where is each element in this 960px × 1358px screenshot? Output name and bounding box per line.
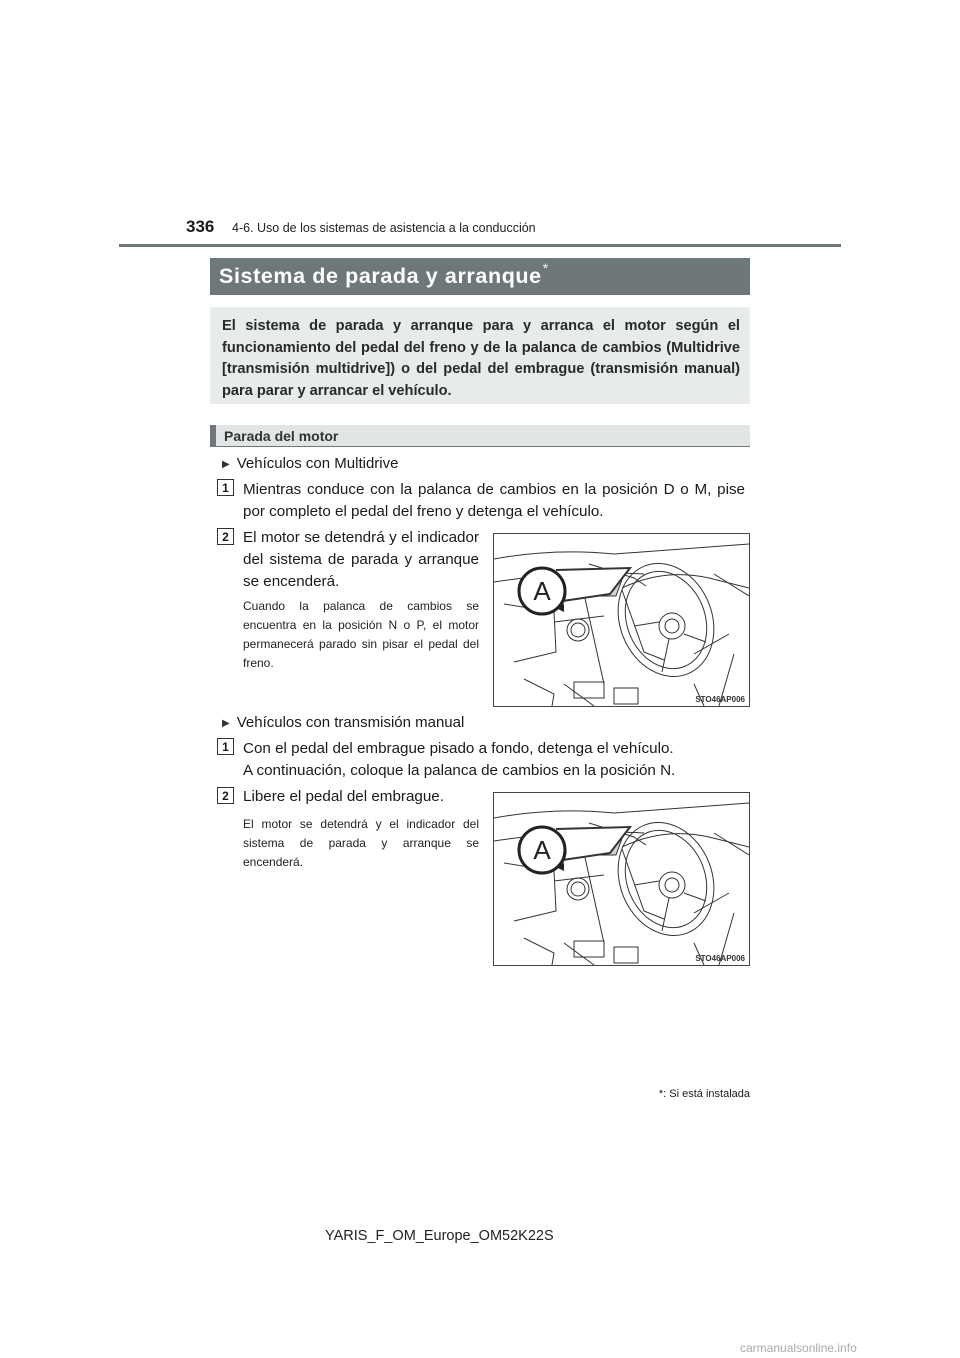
footnote — [620, 1088, 750, 1100]
triangle-bullet-icon: ▶ — [222, 459, 230, 470]
section-subheader: Parada del motor — [210, 425, 750, 447]
dashboard-illustration — [493, 792, 750, 966]
figure-code: STO46AP006 — [695, 695, 745, 704]
step-number-badge: 1 — [217, 738, 234, 755]
document-code: YARIS_F_OM_Europe_OM52K22S — [325, 1228, 554, 1244]
watermark: carmanualsonline.info — [740, 1341, 857, 1355]
step-number-badge: 2 — [217, 787, 234, 804]
footnote-text: : Si está instalada — [663, 1088, 750, 1100]
dashboard-drawing — [494, 534, 749, 706]
header-divider — [119, 244, 841, 247]
step-text: Mientras conduce con la palanca de cambios en la posición D o M, pise por completo el pedal del freno y detenga el vehículo. — [243, 481, 745, 520]
page-title — [210, 258, 750, 295]
bullet-multidrive — [222, 455, 398, 472]
bullet-manual — [222, 714, 464, 731]
figure-code: STO46AP006 — [695, 954, 745, 963]
intro-summary: El sistema de parada y arranque para y arranca el motor según el funcionamiento del pedal del freno y de la palanca de cambios (Multidrive [transmisión multidrive]) o del pedal del embrague (transmisión manual) para parar y arrancar el vehículo. — [210, 307, 750, 404]
step-number-badge: 2 — [217, 528, 234, 545]
page-number: 336 — [186, 217, 215, 236]
step-text-line2: A continuación, coloque la palanca de cambios en la posición N. — [243, 762, 676, 779]
asterisk-mark: * — [658, 1088, 664, 1100]
callout-label-a: A — [533, 576, 551, 606]
triangle-bullet-icon: ▶ — [222, 718, 230, 729]
step-text: El motor se detendrá y el indicador del sistema de parada y arranque se encenderá. — [243, 529, 479, 590]
page-title-text: Sistema de parada y arranque — [219, 264, 542, 288]
callout-label-a: A — [533, 835, 551, 865]
step-text: Libere el pedal del embrague. — [243, 788, 444, 805]
step-note: El motor se detendrá y el indicador del sistema de parada y arranque se encenderá. — [243, 817, 479, 869]
asterisk-mark: * — [542, 259, 549, 276]
step-number-badge: 1 — [217, 479, 234, 496]
step-text-line1: Con el pedal del embrague pisado a fondo, detenga el vehículo. — [243, 740, 674, 757]
bullet-multidrive-label: Vehículos con Multidrive — [236, 455, 399, 472]
dashboard-illustration — [493, 533, 750, 707]
dashboard-drawing — [494, 793, 749, 965]
bullet-manual-label: Vehículos con transmisión manual — [236, 714, 465, 731]
step-note: Cuando la palanca de cambios se encuentra en la posición N o P, el motor permanecerá parado sin pisar el pedal del freno. — [243, 599, 479, 670]
section-breadcrumb: 4-6. Uso de los sistemas de asistencia a la conducción — [232, 221, 536, 235]
